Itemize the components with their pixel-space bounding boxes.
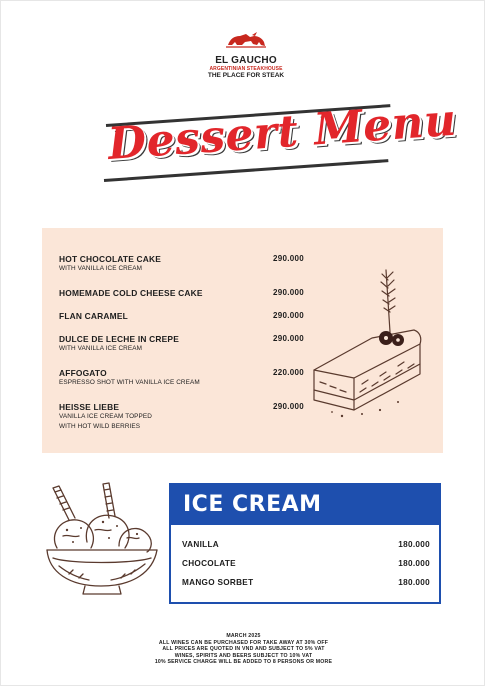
dessert-price: 290.000 (273, 402, 305, 411)
dessert-description: WITH HOT WILD BERRIES (59, 423, 141, 430)
logo-subtitle: ARGENTINIAN STEAKHOUSE (209, 66, 283, 72)
dessert-item (59, 334, 319, 354)
dessert-item (59, 311, 319, 321)
menu-title-block (96, 94, 459, 199)
dessert-name: HOMEMADE COLD CHEESE CAKE (59, 288, 203, 298)
footer-date: MARCH 2025 (226, 633, 261, 639)
menu-footer (101, 633, 386, 666)
ice-cream-price: 180.000 (398, 559, 430, 568)
ice-cream-item (182, 540, 430, 552)
footer-note: 10% SERVICE CHARGE WILL BE ADDED TO 8 PERSONS OR MORE (154, 659, 333, 665)
ice-cream-price: 180.000 (398, 578, 430, 587)
ice-cream-item (182, 578, 430, 590)
dessert-price: 290.000 (273, 254, 305, 263)
dessert-description: ESPRESSO SHOT WITH VANILLA ICE CREAM (59, 379, 200, 386)
dessert-list-panel (42, 228, 443, 453)
footer-note: ALL PRICES ARE QUOTED IN VND AND SUBJECT TO 5% VAT (162, 646, 325, 652)
dessert-description: WITH VANILLA ICE CREAM (59, 265, 143, 272)
dessert-name: HOT CHOCOLATE CAKE (59, 254, 162, 264)
dessert-price: 290.000 (273, 288, 305, 297)
footer-note: WINES, SPIRITS AND BEERS SUBJECT TO 10% VAT (174, 652, 313, 659)
dessert-item (59, 254, 319, 274)
dessert-name: DULCE DE LECHE IN CREPE (59, 334, 180, 344)
cheesecake-illustration (302, 260, 442, 420)
ice-cream-header (171, 485, 439, 525)
dessert-description: WITH VANILLA ICE CREAM (59, 345, 143, 352)
dessert-description: VANILLA ICE CREAM TOPPED (59, 413, 152, 420)
restaurant-logo (191, 31, 301, 80)
ice-cream-name: VANILLA (182, 540, 219, 549)
dessert-price: 220.000 (273, 368, 305, 377)
dessert-item (59, 288, 319, 298)
dessert-name: HEISSE LIEBE (59, 402, 120, 412)
ice-cream-price: 180.000 (398, 540, 430, 549)
dessert-item (59, 402, 319, 432)
menu-title: Dessert Menu (106, 94, 459, 170)
dessert-price: 290.000 (273, 311, 305, 320)
dessert-item (59, 368, 319, 388)
dessert-name: AFFOGATO (59, 368, 107, 378)
ice-cream-name: MANGO SORBET (182, 578, 254, 587)
logo-tagline: THE PLACE FOR STEAK (207, 72, 285, 79)
bull-logo-icon (224, 31, 268, 49)
ice-cream-item (182, 559, 430, 571)
footer-note: ALL WINES CAN BE PURCHASED FOR TAKE AWAY AT 30% OFF (158, 639, 329, 646)
ice-cream-bowl-illustration (39, 480, 164, 600)
ice-cream-title: ICE CREAM (183, 492, 322, 517)
logo-name: EL GAUCHO (215, 55, 277, 66)
dessert-name: FLAN CARAMEL (59, 311, 128, 321)
ice-cream-name: CHOCOLATE (182, 559, 236, 568)
ice-cream-section (169, 483, 441, 604)
dessert-price: 290.000 (273, 334, 305, 343)
